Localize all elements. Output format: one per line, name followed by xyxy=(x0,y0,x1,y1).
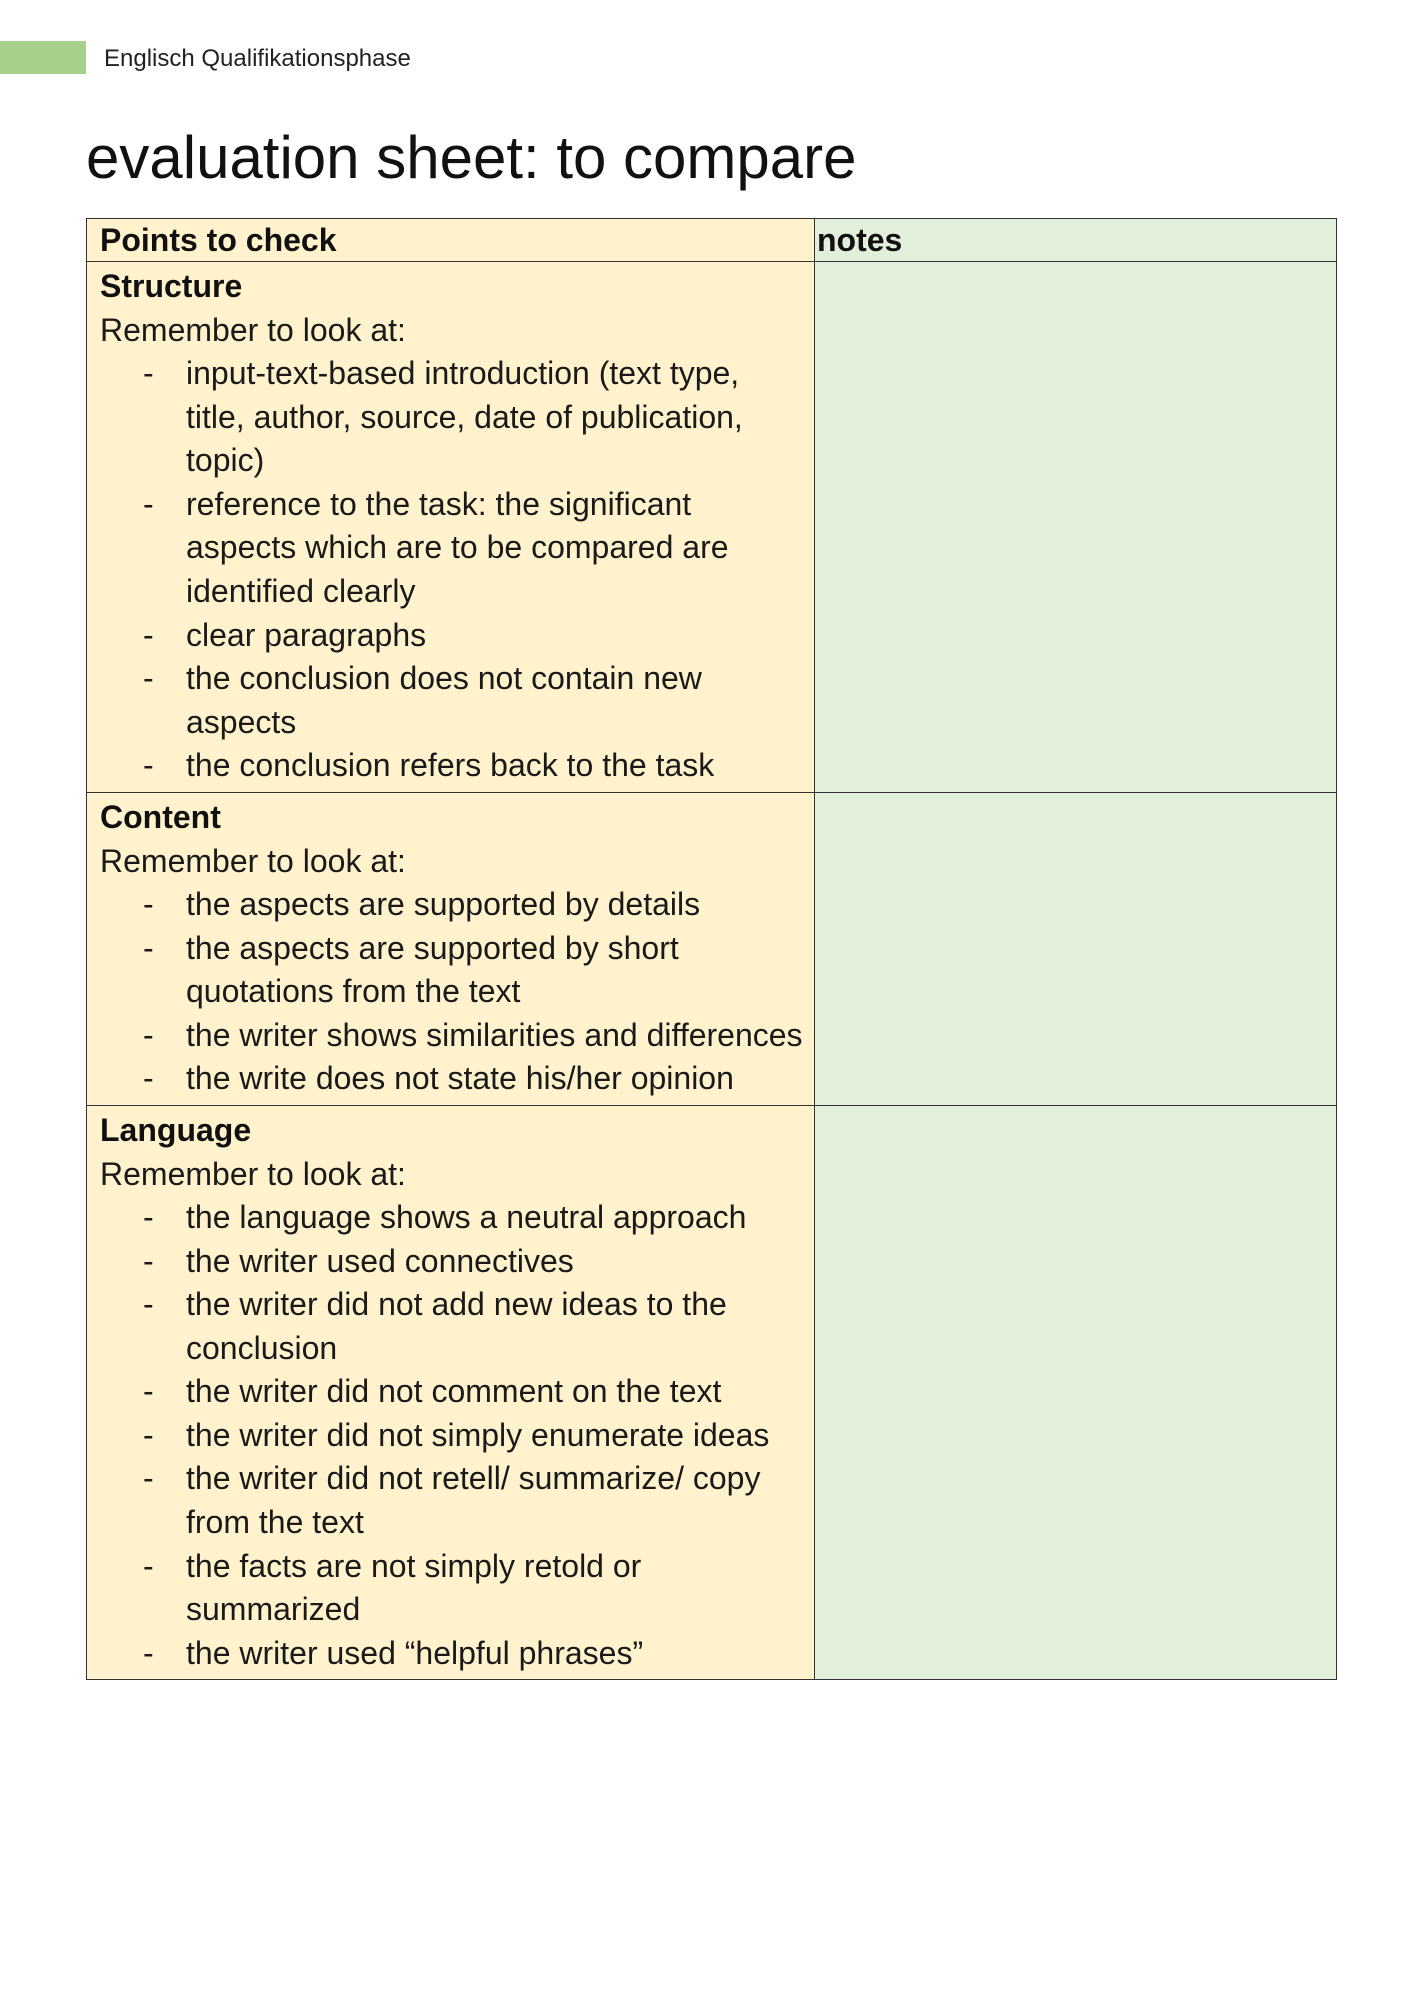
column-header-points: Points to check xyxy=(87,219,815,262)
dash-bullet-icon: - xyxy=(143,1060,154,1097)
list-item xyxy=(100,1414,804,1458)
points-cell-structure xyxy=(87,262,815,793)
list-item xyxy=(100,352,804,483)
list-item-text: the aspects are supported by short quotations from the text xyxy=(186,929,679,1010)
list-item xyxy=(100,1196,804,1240)
list-item-text: the writer did not simply enumerate ideas xyxy=(186,1416,770,1453)
dash-bullet-icon: - xyxy=(143,1198,154,1235)
list-item xyxy=(100,744,804,788)
list-item-text: the facts are not simply retold or summarized xyxy=(186,1547,642,1628)
dash-bullet-icon: - xyxy=(143,929,154,966)
list-item-text: the writer did not retell/ summarize/ copy from the text xyxy=(186,1460,761,1541)
checklist xyxy=(100,1196,804,1676)
list-item-text: the language shows a neutral approach xyxy=(186,1198,747,1235)
list-item xyxy=(100,1632,804,1676)
list-item xyxy=(100,1057,804,1101)
dash-bullet-icon: - xyxy=(143,660,154,697)
list-item xyxy=(100,883,804,927)
list-item xyxy=(100,483,804,614)
list-item xyxy=(100,1240,804,1284)
section-intro: Remember to look at: xyxy=(100,1155,406,1192)
section-title: Language xyxy=(100,1111,252,1148)
list-item xyxy=(100,1014,804,1058)
list-item-text: the aspects are supported by details xyxy=(186,885,701,922)
dash-bullet-icon: - xyxy=(143,485,154,522)
table-row-content xyxy=(87,792,1337,1105)
dash-bullet-icon: - xyxy=(143,1242,154,1279)
list-item-text: the conclusion does not contain new aspects xyxy=(186,660,702,740)
list-item-text: the writer used “helpful phrases” xyxy=(186,1634,644,1671)
list-item xyxy=(100,1545,804,1632)
header-accent-bar xyxy=(0,41,86,74)
checklist xyxy=(100,352,804,788)
table-header-row xyxy=(87,219,1337,262)
dash-bullet-icon: - xyxy=(143,747,154,784)
header-label: Englisch Qualifikationsphase xyxy=(104,45,411,72)
dash-bullet-icon: - xyxy=(143,1016,154,1053)
list-item xyxy=(100,927,804,1014)
points-cell-language xyxy=(87,1105,815,1680)
table-row-language xyxy=(87,1105,1337,1680)
list-item xyxy=(100,657,804,744)
dash-bullet-icon: - xyxy=(143,1373,154,1410)
list-item-text: input-text-based introduction (text type, title, author, source, date of publication, topic) xyxy=(186,355,743,479)
list-item-text: the writer did not comment on the text xyxy=(186,1373,722,1410)
table-row-structure xyxy=(87,262,1337,793)
list-item-text: the conclusion refers back to the task xyxy=(186,747,715,784)
dash-bullet-icon: - xyxy=(143,1547,154,1584)
points-cell-content xyxy=(87,792,815,1105)
list-item-text: the writer used connectives xyxy=(186,1242,574,1279)
list-item-text: the writer shows similarities and differences xyxy=(186,1016,803,1053)
section-intro: Remember to look at: xyxy=(100,312,406,348)
dash-bullet-icon: - xyxy=(143,1286,154,1323)
list-item xyxy=(100,614,804,658)
notes-cell-structure[interactable] xyxy=(815,262,1337,793)
notes-cell-content[interactable] xyxy=(815,792,1337,1105)
list-item-text: the write does not state his/her opinion xyxy=(186,1060,734,1097)
notes-cell-language[interactable] xyxy=(815,1105,1337,1680)
list-item-text: reference to the task: the significant aspects which are to be compared are identified clearly xyxy=(186,485,729,609)
section-title: Structure xyxy=(100,268,243,304)
list-item-text: clear paragraphs xyxy=(186,616,427,653)
page-title: evaluation sheet: to compare xyxy=(86,124,857,191)
section-intro: Remember to look at: xyxy=(100,842,406,879)
dash-bullet-icon: - xyxy=(143,1416,154,1453)
list-item xyxy=(100,1370,804,1414)
dash-bullet-icon: - xyxy=(143,1460,154,1497)
dash-bullet-icon: - xyxy=(143,355,154,391)
dash-bullet-icon: - xyxy=(143,1634,154,1671)
column-header-notes: notes xyxy=(815,219,1337,262)
checklist xyxy=(100,883,804,1101)
dash-bullet-icon: - xyxy=(143,885,154,922)
evaluation-table xyxy=(86,218,1337,1680)
dash-bullet-icon: - xyxy=(143,616,154,653)
list-item xyxy=(100,1457,804,1544)
list-item xyxy=(100,1283,804,1370)
section-title: Content xyxy=(100,798,221,835)
list-item-text: the writer did not add new ideas to the conclusion xyxy=(186,1286,727,1366)
